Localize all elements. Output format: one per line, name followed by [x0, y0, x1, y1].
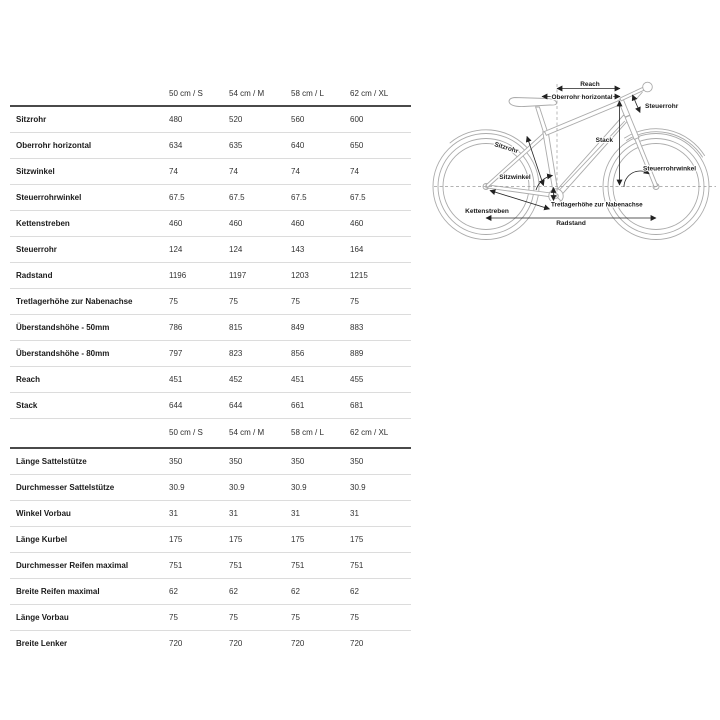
cell-value: 751	[169, 560, 183, 570]
cell-value: 635	[229, 140, 243, 150]
row-label: Länge Vorbau	[16, 612, 69, 622]
size-column-header: 62 cm / XL	[350, 88, 389, 98]
row-label: Überstandshöhe - 50mm	[16, 322, 110, 332]
cell-value: 175	[291, 534, 305, 544]
row-label: Oberrohr horizontal	[16, 140, 92, 150]
cell-value: 350	[169, 456, 183, 466]
cell-value: 31	[291, 508, 300, 518]
table-row	[10, 501, 411, 527]
cell-value: 751	[350, 560, 364, 570]
cell-value: 720	[350, 638, 364, 648]
cell-value: 786	[169, 322, 183, 332]
cell-value: 460	[169, 218, 183, 228]
cell-value: 74	[350, 166, 359, 176]
steuerrohr-arrow	[633, 95, 641, 113]
component-spec-rows	[10, 449, 411, 656]
cell-value: 75	[229, 612, 238, 622]
table-row	[10, 211, 411, 237]
cell-value: 520	[229, 114, 243, 124]
cell-value: 75	[350, 296, 359, 306]
cell-value: 31	[229, 508, 238, 518]
cell-value: 350	[291, 456, 305, 466]
cell-value: 751	[291, 560, 305, 570]
cell-value: 62	[169, 586, 178, 596]
cell-value: 751	[229, 560, 243, 570]
size-header-row-2	[10, 419, 411, 449]
cell-value: 600	[350, 114, 364, 124]
cell-value: 175	[350, 534, 364, 544]
row-label: Überstandshöhe - 80mm	[16, 348, 110, 358]
table-row	[10, 449, 411, 475]
cell-value: 62	[350, 586, 359, 596]
row-label: Kettenstreben	[16, 218, 70, 228]
cell-value: 650	[350, 140, 364, 150]
diagram-label-sitzrohr: Sitzrohr	[493, 141, 519, 156]
table-row	[10, 393, 411, 419]
size-column-header: 54 cm / M	[229, 88, 265, 98]
diagram-label-sitzwinkel: Sitzwinkel	[499, 174, 531, 181]
steuerrohrwinkel-arc	[624, 171, 649, 187]
cell-value: 720	[229, 638, 243, 648]
diagram-label-steuerrohrwinkel: Steuerrohrwinkel	[643, 165, 697, 173]
size-column-header: 50 cm / S	[169, 88, 203, 98]
cell-value: 1196	[169, 270, 187, 280]
diagram-label-kettenstreben: Kettenstreben	[465, 208, 509, 215]
diagram-label-radstand: Radstand	[556, 220, 586, 227]
diagram-label-stack: Stack	[595, 137, 613, 144]
cell-value: 797	[169, 348, 183, 358]
cell-value: 720	[291, 638, 305, 648]
row-label: Sitzwinkel	[16, 166, 55, 176]
cell-value: 67.5	[229, 192, 245, 202]
row-label: Stack	[16, 400, 38, 410]
cell-value: 175	[229, 534, 243, 544]
cell-value: 823	[229, 348, 243, 358]
table-row	[10, 341, 411, 367]
table-row	[10, 527, 411, 553]
cell-value: 460	[350, 218, 364, 228]
cell-value: 30.9	[169, 482, 185, 492]
cell-value: 62	[291, 586, 300, 596]
row-label: Radstand	[16, 270, 53, 280]
table-row	[10, 159, 411, 185]
geometry-table	[10, 82, 411, 656]
row-label: Länge Kurbel	[16, 534, 68, 544]
cell-value: 30.9	[229, 482, 245, 492]
table-row	[10, 605, 411, 631]
cell-value: 75	[169, 296, 178, 306]
cell-value: 350	[229, 456, 243, 466]
cell-value: 451	[291, 374, 305, 384]
table-row	[10, 315, 411, 341]
cell-value: 143	[291, 244, 305, 254]
cell-value: 75	[169, 612, 178, 622]
cell-value: 30.9	[291, 482, 307, 492]
cell-value: 67.5	[169, 192, 185, 202]
frame-geometry-rows	[10, 107, 411, 419]
table-row	[10, 263, 411, 289]
cell-value: 720	[169, 638, 183, 648]
cell-value: 75	[350, 612, 359, 622]
cell-value: 1197	[229, 270, 247, 280]
cell-value: 644	[169, 400, 183, 410]
size-column-header: 58 cm / L	[291, 88, 324, 98]
cell-value: 75	[291, 612, 300, 622]
table-row	[10, 107, 411, 133]
row-label: Steuerrohr	[16, 244, 57, 254]
row-label: Durchmesser Sattelstütze	[16, 482, 115, 492]
handlebar-icon	[620, 82, 652, 101]
cell-value: 560	[291, 114, 305, 124]
size-column-header: 58 cm / L	[291, 428, 324, 437]
cell-value: 455	[350, 374, 364, 384]
row-label: Breite Reifen maximal	[16, 586, 100, 596]
cell-value: 849	[291, 322, 305, 332]
cell-value: 889	[350, 348, 364, 358]
bike-geometry-diagram	[430, 55, 720, 255]
row-label: Steuerrohrwinkel	[16, 192, 82, 202]
table-row	[10, 133, 411, 159]
table-row	[10, 289, 411, 315]
cell-value: 452	[229, 374, 243, 384]
table-row	[10, 631, 411, 656]
cell-value: 661	[291, 400, 305, 410]
cell-value: 1215	[350, 270, 368, 280]
row-label: Winkel Vorbau	[16, 508, 71, 518]
table-row	[10, 553, 411, 579]
cell-value: 634	[169, 140, 183, 150]
diagram-label-reach: Reach	[580, 81, 600, 88]
cell-value: 451	[169, 374, 183, 384]
table-row	[10, 237, 411, 263]
cell-value: 883	[350, 322, 364, 332]
table-row	[10, 367, 411, 393]
cell-value: 31	[350, 508, 359, 518]
size-column-header: 62 cm / XL	[350, 428, 389, 437]
cell-value: 124	[169, 244, 183, 254]
cell-value: 1203	[291, 270, 309, 280]
cell-value: 74	[229, 166, 238, 176]
row-label: Sitzrohr	[16, 114, 47, 124]
cell-value: 74	[169, 166, 178, 176]
row-label: Tretlagerhöhe zur Nabenachse	[16, 296, 133, 306]
cell-value: 31	[169, 508, 178, 518]
table-row	[10, 185, 411, 211]
cell-value: 124	[229, 244, 243, 254]
row-label: Durchmesser Reifen maximal	[16, 560, 129, 570]
cell-value: 681	[350, 400, 364, 410]
cell-value: 74	[291, 166, 300, 176]
cell-value: 815	[229, 322, 243, 332]
cell-value: 67.5	[350, 192, 366, 202]
cell-value: 460	[291, 218, 305, 228]
cell-value: 164	[350, 244, 364, 254]
cell-value: 480	[169, 114, 183, 124]
size-header-row	[10, 82, 411, 107]
cell-value: 640	[291, 140, 305, 150]
table-row	[10, 475, 411, 501]
cell-value: 62	[229, 586, 238, 596]
dimension-annotations	[434, 81, 716, 227]
diagram-label-oberrohr-horizontal: Oberrohr horizontal	[551, 94, 613, 101]
cell-value: 175	[169, 534, 183, 544]
cell-value: 30.9	[350, 482, 366, 492]
cell-value: 67.5	[291, 192, 307, 202]
size-column-header: 50 cm / S	[169, 428, 203, 437]
cell-value: 644	[229, 400, 243, 410]
row-label: Breite Lenker	[16, 638, 68, 648]
cell-value: 75	[291, 296, 300, 306]
cell-value: 75	[229, 296, 238, 306]
saddle-icon	[509, 98, 557, 107]
row-label: Reach	[16, 374, 41, 384]
fork-icon	[625, 116, 658, 188]
cell-value: 856	[291, 348, 305, 358]
diagram-label-tretlagerhoehe: Tretlagerhöhe zur Nabenachse	[551, 201, 643, 209]
cell-value: 350	[350, 456, 364, 466]
table-row	[10, 579, 411, 605]
cell-value: 460	[229, 218, 243, 228]
row-label: Länge Sattelstütze	[16, 456, 87, 466]
diagram-label-steuerrohr: Steuerrohr	[645, 103, 679, 110]
size-column-header: 54 cm / M	[229, 428, 265, 437]
